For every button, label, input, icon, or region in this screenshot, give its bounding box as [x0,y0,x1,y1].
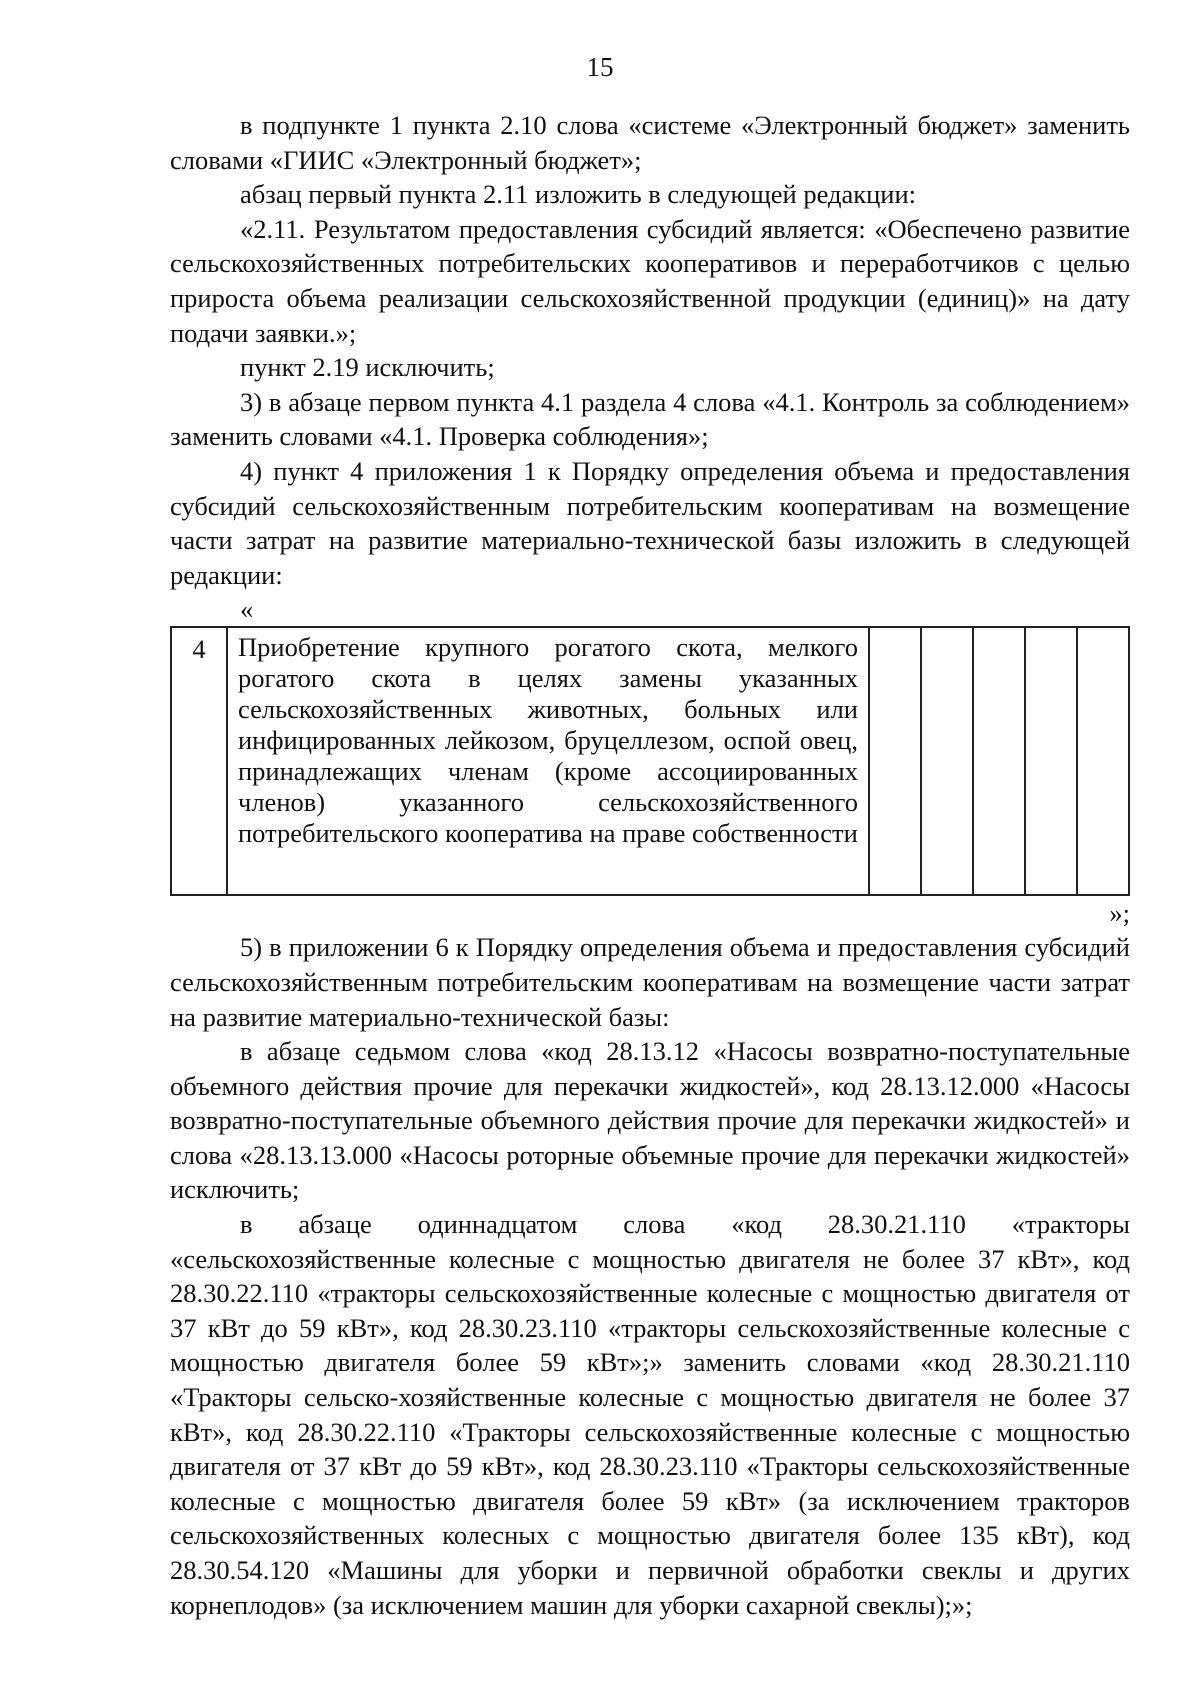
opening-quote: « [240,594,254,625]
paragraph-abzats-7: в абзаце седьмом слова «код 28.13.12 «Насосы возвратно-поступательные объемного действия прочие для перекачки жидкостей», код 28.13.12.000 «Насосы возвратно-поступательные объемного действия прочие для перекачки жидкостей» и слова «28.13.13.000 «Насосы роторные объемные прочие для перекачки жидкостей» исключить; [170,1036,1130,1205]
paragraph-point-2-19: пункт 2.19 исключить; [240,352,495,383]
table-cell-empty [869,627,921,895]
table-cell-empty [921,627,973,895]
table-row [171,627,1129,895]
paragraph-item-4: 4) пункт 4 приложения 1 к Порядку определения объема и предоставления субсидий сельскохозяйственным потребительским кооперативам на возмещение части затрат на развитие материально-технической базы изложить в следующей редакции: [170,455,1130,590]
table-cell-row-number: 4 [171,627,227,895]
document-body [170,108,1130,1622]
paragraph-item-3: 3) в абзаце первом пункта 4.1 раздела 4 слова «4.1. Контроль за соблюдением» заменить словами «4.1. Проверка соблюдения»; [170,386,1130,452]
table-cell-empty [973,627,1025,895]
paragraph-abzats-11: в абзаце одиннадцатом слова «код 28.30.21.110 «тракторы «сельскохозяйственные колесные с мощностью двигателя не более 37 кВт», код 28.30.22.110 «тракторы сельскохозяйственные колесные с мощностью двигателя от 37 кВт до 59 кВт», код 28.30.23.110 «тракторы сельскохозяйственные колесные с мощностью двигателя более 59 кВт»;» заменить словами «код 28.30.21.110 «Тракторы сельско-хозяйственные колесные с мощностью двигателя не более 37 кВт», код 28.30.22.110 «Тракторы сельскохозяйственные колесные с мощностью двигателя от 37 кВт до 59 кВт», код 28.30.23.110 «Тракторы сельскохозяйственные колесные с мощностью двигателя более 59 кВт» (за исключением тракторов сельскохозяйственных колесных с мощностью двигателя более 135 кВт), код 28.30.54.120 «Машины для уборки и первичной обработки свеклы и других корнеплодов» (за исключением машин для уборки сахарной свеклы);»; [170,1209,1130,1620]
closing-quote: »; [1109,898,1130,929]
paragraph-point-2-11-intro: абзац первый пункта 2.11 изложить в следующей редакции: [240,179,917,210]
paragraph-item-5: 5) в приложении 6 к Порядку определения объема и предоставления субсидий сельскохозяйственным потребительским кооперативам на возмещение части затрат на развитие материально-технической базы: [170,932,1130,1032]
amendment-table [170,626,1130,896]
paragraph-point-2-11-text: «2.11. Результатом предоставления субсидий является: «Обеспечено развитие сельскохозяйственных потребительских кооперативов и переработчиков с целью прироста объема реализации сельскохозяйственной продукции (единиц)» на дату подачи заявки.»; [170,213,1130,348]
table-cell-empty [1077,627,1129,895]
table-cell-description: Приобретение крупного рогатого скота, мелкого рогатого скота в целях замены указанных сельскохозяйственных животных, больных или инфицированных лейкозом, бруцеллезом, оспой овец, принадлежащих членам (кроме ассоциированных членов) указанного сельскохозяйственного потребительского кооператива на праве собственности [227,627,869,895]
page-number: 15 [586,52,614,82]
paragraph-subpoint-2-10: в подпункте 1 пункта 2.10 слова «системе «Электронный бюджет» заменить словами «ГИИС «Электронный бюджет»; [170,110,1130,175]
table-cell-empty [1025,627,1077,895]
